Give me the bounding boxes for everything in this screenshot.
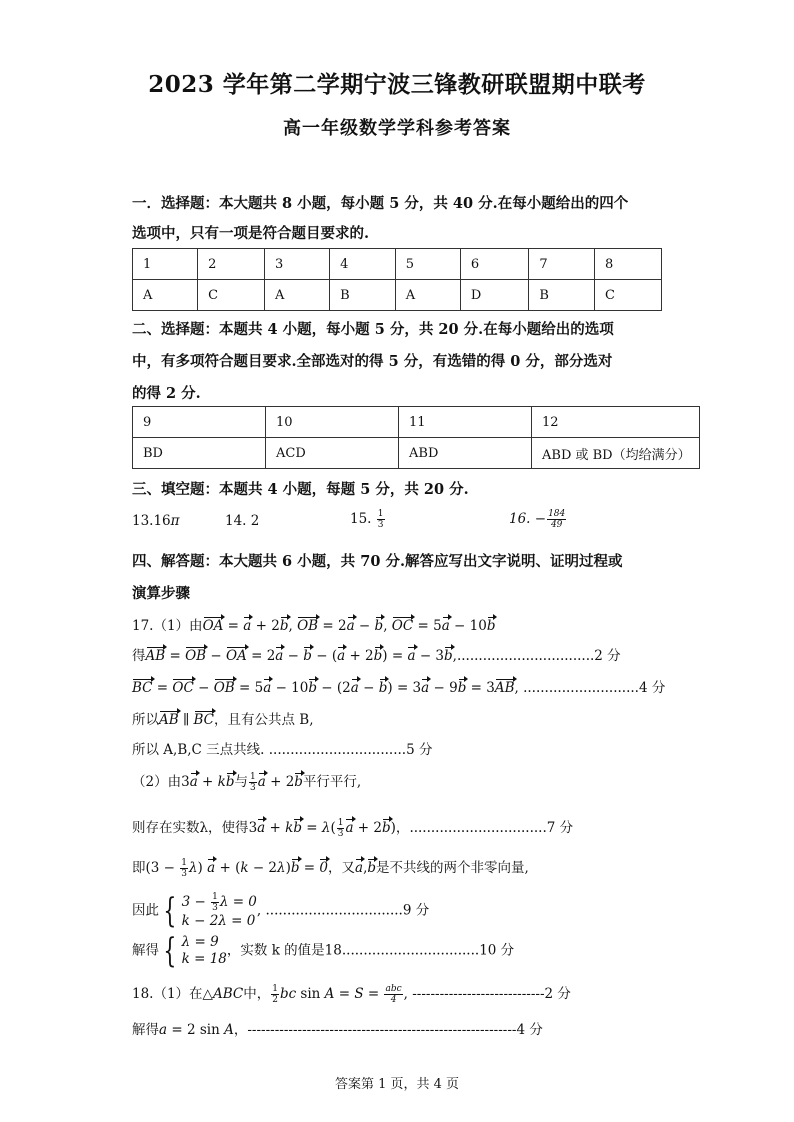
table-cell: A <box>133 280 198 311</box>
table-cell: 5 <box>395 249 460 280</box>
table-cell: 6 <box>460 249 528 280</box>
table-cell: 12 <box>532 407 700 438</box>
section4-heading-line2: 演算步骤 <box>132 585 190 602</box>
q17-collinear <box>132 738 432 758</box>
text: （2）由 <box>132 774 182 790</box>
section3-heading: 三、填空题：本题共 4 小题，每题 5 分，共 20 分. <box>132 481 469 498</box>
q17-intro: 17.（1）由 <box>132 618 203 634</box>
dot-leader: ................................ <box>409 820 547 836</box>
text: 是不共线的两个非零向量, <box>376 860 529 876</box>
text: 即 <box>132 860 146 876</box>
triangle-label: ABC <box>212 986 244 1002</box>
section2-heading-line1: 二、选择题：本题共 4 小题，每小题 5 分，共 20 分.在每小题给出的选项 <box>132 321 614 338</box>
score-label: 10 分 <box>479 942 515 959</box>
score-label: 4 分 <box>638 680 666 696</box>
fraction-denominator: 3 <box>377 520 384 530</box>
table-cell: A <box>395 280 460 311</box>
page-footer: 答案第 1 页，共 4 页 <box>334 1077 460 1092</box>
q17-parallel: 所以AB ∥ BC，且有公共点 B, <box>132 712 314 728</box>
text: ，实数 k 的值是18 <box>226 942 342 959</box>
dot-leader: ........................... <box>523 680 639 696</box>
table-cell: A <box>265 280 330 311</box>
document-title: 2023 学年第二学期宁波三锋教研联盟期中联考 <box>148 71 646 98</box>
table-row <box>133 407 700 438</box>
q17-zero-vector: 即(3 − $\frac{1}{3}$ λ) a + (k − 2λ)b = 0，又a,b是不共线的两个非零向量, <box>132 858 529 879</box>
table-cell: C <box>198 280 265 311</box>
dot-leader: ................................ <box>268 742 407 758</box>
section2-heading-line3: 的得 2 分. <box>132 385 201 402</box>
answer-15-label: 15. <box>350 511 372 527</box>
dot-leader: ................................ <box>341 942 480 959</box>
section1-heading-line1: 一．选择题：本大题共 8 小题，每小题 5 分，共 40 分.在每小题给出的四个 <box>132 195 629 212</box>
table-row <box>133 249 662 280</box>
table-cell: 10 <box>266 407 399 438</box>
table-cell: 1 <box>133 249 198 280</box>
q17-solution: 解得 { λ = 9 k = 18 ，实数 k 的值是18................................10 分 <box>132 931 515 971</box>
table-cell: D <box>460 280 528 311</box>
fraction-numerator: 184 <box>548 509 566 519</box>
q17-given-vectors: 17.（1）由OA = a + 2b, OB = 2a − b, OC = 5a − 10b <box>132 618 496 634</box>
section1-answer-table <box>132 248 662 311</box>
text: ，且有公共点 B, <box>214 712 314 728</box>
q17-exists-lambda: 则存在实数λ，使得3a + kb = λ( $\frac{1}{3}$ a + 2b)，................................7 分 <box>132 818 574 839</box>
table-cell: C <box>595 280 662 311</box>
q17-part2: （2）由3a + kb与 $\frac{1}{3}$ a + 2b平行平行, <box>132 772 362 793</box>
text: 中， <box>243 986 271 1002</box>
section4-heading-line1: 四、解答题：本大题共 6 小题，共 70 分.解答应写出文字说明、证明过程或 <box>132 553 623 570</box>
score-label: 7 分 <box>546 820 574 836</box>
answer-15 <box>350 509 386 530</box>
table-cell: 2 <box>198 249 265 280</box>
q18-solution-a: 解得a = 2 sin A，-----------------------------------------------------------4 分 <box>132 1022 543 1038</box>
text: 所以 <box>132 712 159 728</box>
section2-heading-line2: 中，有多项符合题目要求.全部选对的得 5 分，有选错的得 0 分，部分选对 <box>132 353 613 370</box>
section2-answer-table <box>132 406 700 469</box>
section1-heading-line2: 选项中，只有一项是符合题目要求的. <box>132 225 370 242</box>
table-row <box>133 280 662 311</box>
dash-leader: ----------------------------------------------------------- <box>247 1022 517 1038</box>
q17-vector-ab: 得AB = OB − OA = 2a − b − (a + 2b) = a − 3b,................................2 分 <box>132 648 621 664</box>
answer-13-value: 13.16 <box>132 513 171 529</box>
table-cell: 11 <box>399 407 532 438</box>
text: 解得 <box>132 942 159 959</box>
q17-vector-bc: BC = OC − OB = 5a − 10b − (2a − b) = 3a − 9b = 3AB, ...........................4 分 <box>132 680 666 696</box>
score-label: 9 分 <box>402 902 430 919</box>
text: ，又 <box>328 860 356 876</box>
text: 平行平行, <box>302 774 362 790</box>
dot-leader: ................................ <box>456 648 595 664</box>
answer-14: 14. 2 <box>225 513 260 529</box>
score-label: 2 分 <box>544 986 571 1002</box>
answer-16-label: 16. − <box>509 511 547 527</box>
table-cell: 3 <box>265 249 330 280</box>
dash-leader: ----------------------------- <box>412 986 545 1002</box>
dot-leader: ................................ <box>265 902 403 919</box>
pi-symbol: π <box>170 513 180 529</box>
text: 则存在实数λ，使得 <box>132 820 249 836</box>
table-cell: ABD <box>399 438 532 469</box>
table-cell: 8 <box>595 249 662 280</box>
table-cell: ABD 或 BD（均给满分） <box>532 438 700 469</box>
q18-area-formula: 18.（1）在△ABC中， $\frac{1}{2}$ bc sin A = S = $\frac{\text{abc}}{4}$ , -----------------------------2 分 <box>132 984 571 1005</box>
fraction-numerator: 1 <box>377 509 384 519</box>
q17-equation-system: 因此 { 3 − $\frac{1}{3}$ λ = 0 k − 2λ = 0 , ................................9 分 <box>132 891 430 931</box>
table-cell: 7 <box>529 249 595 280</box>
fraction <box>547 509 566 530</box>
score-label: 2 分 <box>594 648 621 664</box>
document-subtitle: 高一年级数学学科参考答案 <box>283 118 511 139</box>
fraction <box>377 509 385 530</box>
text: 18.（1）在△ <box>132 986 213 1002</box>
table-cell: ACD <box>266 438 399 469</box>
table-cell: BD <box>133 438 266 469</box>
table-cell: 4 <box>330 249 396 280</box>
text: 解得 <box>132 1022 159 1038</box>
answer-13 <box>132 513 180 529</box>
text: 所以 A,B,C 三点共线. <box>132 742 269 758</box>
fraction-denominator: 49 <box>550 520 563 530</box>
table-cell: B <box>529 280 595 311</box>
answer-16 <box>509 509 567 530</box>
text: 因此 <box>132 902 159 919</box>
table-cell: B <box>330 280 396 311</box>
table-cell: 9 <box>133 407 266 438</box>
score-label: 5 分 <box>406 742 433 758</box>
score-label: 4 分 <box>516 1022 543 1038</box>
table-row <box>133 438 700 469</box>
